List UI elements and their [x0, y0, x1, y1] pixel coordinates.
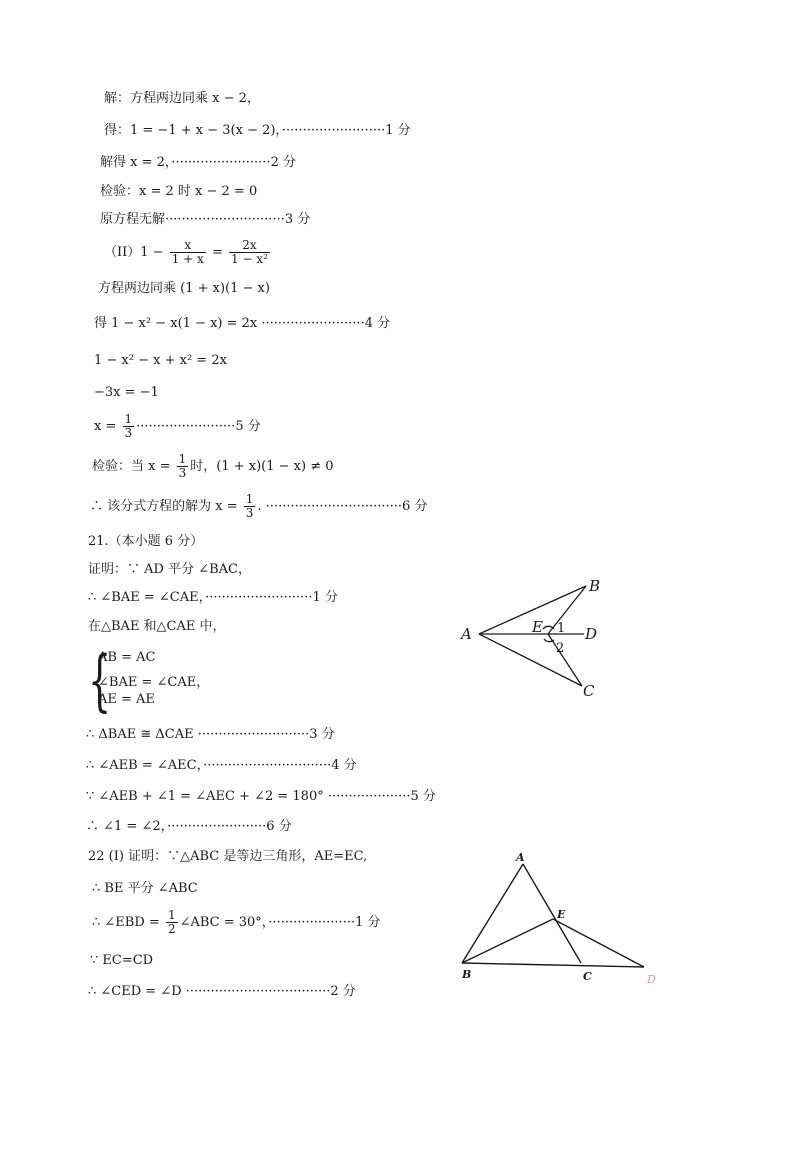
- fraction: $\frac{1}{3}$: [245, 492, 254, 520]
- text-line-11: x = $\frac{1}{3}$ ························5 分: [94, 412, 261, 440]
- segment-BE: [548, 586, 586, 634]
- label-angle-2: 2: [556, 641, 565, 656]
- label-B: B: [462, 968, 472, 981]
- question-22-header: 22 (I) 证明：∵△ABC 是等边三角形，AE=EC,: [88, 849, 368, 864]
- label-D: D: [585, 625, 598, 643]
- question-21-header: 21.（本小题 6 分）: [88, 534, 204, 549]
- text-line-26: ∵ EC=CD: [90, 953, 154, 968]
- text-line-21: ∵ ∠AEB + ∠1 = ∠AEC + ∠2 = 180° ····················5 分: [86, 789, 436, 804]
- segment-EC: [548, 634, 582, 686]
- condition-1: AB = AC: [98, 650, 156, 665]
- text-line-16: ∴ ∠BAE = ∠CAE，··························1 分: [88, 590, 338, 605]
- angle-mark-1: [544, 639, 554, 642]
- text-line-7: 方程两边同乘 (1 + x)(1 − x): [98, 281, 270, 296]
- text-line-10: −3x = −1: [94, 385, 159, 400]
- text-line-24: ∴ BE 平分 ∠ABC: [92, 881, 198, 896]
- text-line-9: 1 − x² − x + x² = 2x: [94, 353, 227, 368]
- condition-2: ∠BAE = ∠CAE，: [98, 675, 210, 690]
- fraction: $\frac{x}{1 + x}$: [171, 238, 204, 266]
- fraction: $\frac{1}{3}$: [178, 452, 187, 480]
- segment-ED: [553, 919, 644, 967]
- equation-ii: [104, 236, 272, 270]
- label-A: A: [516, 851, 525, 864]
- text-line-27: ∴ ∠CED = ∠D ···································2 分: [88, 984, 356, 999]
- segment-AC: [523, 864, 581, 963]
- condition-3: AE = AE: [98, 692, 155, 707]
- text-line-5: 原方程无解·····························3 分: [100, 212, 311, 227]
- equals-sign: =: [211, 245, 223, 260]
- segment-AC: [479, 634, 582, 686]
- text-line-15: 证明：∵ AD 平分 ∠BAC，: [88, 562, 251, 577]
- figure-angle-bisector: [455, 572, 615, 702]
- label-B: B: [589, 577, 601, 595]
- text-line-3: 解得 x = 2，························2 分: [100, 155, 296, 170]
- text-line-22: ∴ ∠1 = ∠2，························6 分: [86, 819, 292, 834]
- label-E: E: [557, 908, 566, 921]
- text-line-8: 得 1 − x² − x(1 − x) = 2x ·························4 分: [94, 316, 391, 331]
- text-line-13: ∴ 该分式方程的解为 x = $\frac{1}{3}$ . ·································6 分: [90, 492, 428, 520]
- label-C: C: [583, 970, 592, 983]
- label-angle-1: 1: [557, 621, 566, 636]
- left-brace: {: [88, 642, 112, 719]
- equation-ii-lead: （II）1 −: [104, 245, 164, 260]
- segment-BD: [462, 963, 644, 967]
- text-line-4: 检验：x = 2 时 x − 2 = 0: [100, 184, 258, 199]
- text-line-25: ∴ ∠EBD = $\frac{1}{2}$ ∠ABC = 30°，·····················1 分: [92, 908, 381, 936]
- label-D: D: [647, 973, 656, 986]
- label-C: C: [583, 682, 595, 700]
- text-line-20: ∴ ∠AEB = ∠AEC，·······························4 分: [86, 758, 357, 773]
- label-A: A: [461, 625, 472, 643]
- text-line-2: 得：1 = −1 + x − 3(x − 2)，·························1 分: [104, 123, 411, 138]
- label-E: E: [532, 618, 543, 636]
- fraction: $\frac{1}{2}$: [167, 908, 176, 936]
- text-line-17: 在△BAE 和△CAE 中，: [88, 619, 226, 634]
- fraction: $\frac{1}{3}$: [124, 412, 133, 440]
- text-line-19: ∴ ΔBAE ≅ ΔCAE ···························3 分: [86, 727, 335, 742]
- figure-equilateral-triangle: [452, 846, 667, 986]
- fraction: $\frac{2x}{\text{1 − x²}}$: [231, 238, 268, 266]
- text-line-1: 解：方程两边同乘 x − 2，: [104, 91, 260, 106]
- text-line-12: 检验：当 x = $\frac{1}{3}$ 时，(1 + x)(1 − x) ≠ 0: [92, 452, 334, 480]
